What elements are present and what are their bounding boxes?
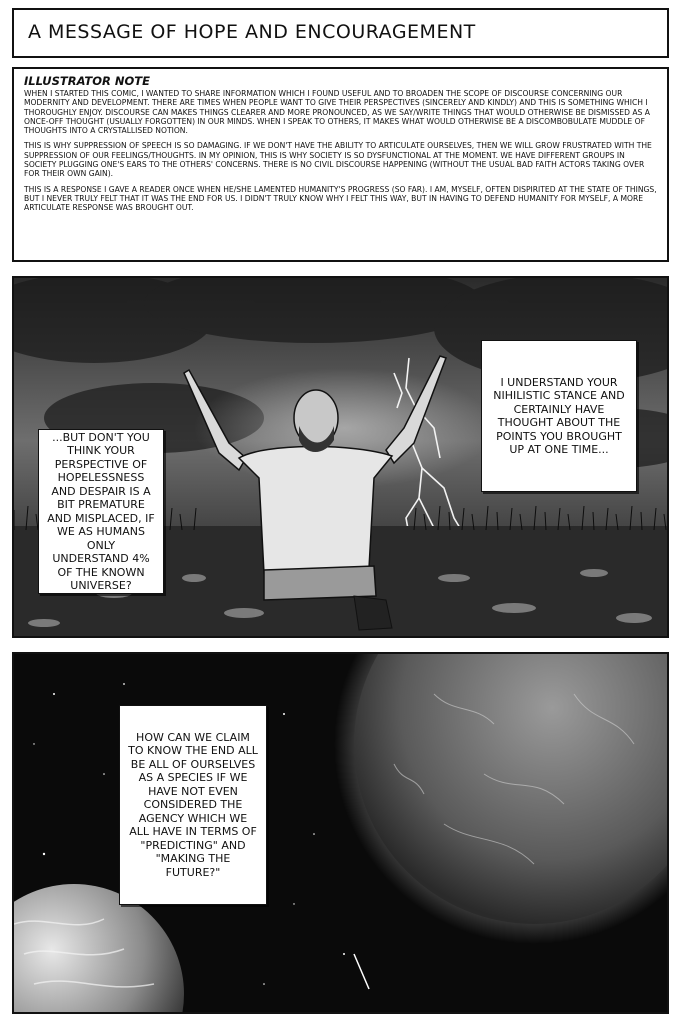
space-illustration <box>14 654 669 1014</box>
caption-right: I UNDERSTAND YOUR NIHILISTIC STANCE AND CERTAINLY HAVE THOUGHT ABOUT THE POINTS YOU BROUGHT UP AT ONE TIME... <box>481 340 637 492</box>
page-title: A MESSAGE OF HOPE AND ENCOURAGEMENT <box>28 21 476 43</box>
note-paragraph: WHEN I STARTED THIS COMIC, I WANTED TO SHARE INFORMATION WHICH I FOUND USEFUL AND TO BROADEN THE SCOPE OF DISCOURSE CONCERNING OUR MODERNITY AND DEVELOPMENT. THERE ARE TIMES WHEN PEOPLE WANT TO GIVE THEIR PERSPECTIVES (SINCERELY AND KINDLY) AND THIS IS SOMETHING WHICH I THOROUGHLY ENJOY. DISCOURSE CAN MAKES THINGS CLEARER AND MORE PRONOUNCED, AS WE SAY/WRITE THINGS THAT WOULD OTHERWISE BE DISMISSED AS A ONCE-OFF THOUGHT (USUALLY FORGOTTEN) IN OUR MINDS. WHEN I SPEAK TO OTHERS, IT MAKES WHAT WOULD OTHERWISE BE A DISCOMBOBULATE MUDDLE OF THOUGHTS INTO A CRYSTALLISED NOTION. <box>24 89 650 136</box>
note-paragraph: THIS IS A RESPONSE I GAVE A READER ONCE WHEN HE/SHE LAMENTED HUMANITY'S PROGRESS (SO FAR). I AM, MYSELF, OFTEN DISPIRITED AT THE STATE OF THINGS, BUT I NEVER TRULY FELT THAT IT WAS THE END FOR US. I DIDN'T TRULY KNOW WHY I FELT THIS WAY, BUT IN HAVING TO DEFEND HUMANITY FOR MYSELF, A MORE ARTICULATE RESPONSE WAS BROUGHT OUT. <box>24 184 657 213</box>
caption-left: ...BUT DON'T YOU THINK YOUR PERSPECTIVE OF HOPELESSNESS AND DESPAIR IS A BIT PREMATURE AND MISPLACED, IF WE AS HUMANS ONLY UNDERSTAND 4% OF THE KNOWN UNIVERSE? <box>38 429 164 594</box>
illustrator-note <box>12 67 669 262</box>
storm-panel <box>12 276 669 638</box>
note-heading: ILLUSTRATOR NOTE <box>24 74 151 88</box>
caption-space: HOW CAN WE CLAIM TO KNOW THE END ALL BE ALL OF OURSELVES AS A SPECIES IF WE HAVE NOT EVEN CONSIDERED THE AGENCY WHICH WE ALL HAVE IN TERMS OF "PREDICTING" AND "MAKING THE FUTURE?" <box>119 705 267 905</box>
note-paragraph: THIS IS WHY SUPPRESSION OF SPEECH IS SO DAMAGING. IF WE DON'T HAVE THE ABILITY TO ARTICULATE OURSELVES, THEN WE WILL GROW FRUSTRATED WITH THE SUPPRESSION OF OUR FEELINGS/THOUGHTS. IN MY OPINION, THIS IS WHY SOCIETY IS SO DYSFUNCTIONAL AT THE MOMENT. WE HAVE DIFFERENT GROUPS IN SOCIETY PLUGGING ONE'S EARS TO THE OTHERS' CONCERNS. THERE IS NO CIVIL DISCOURSE HAPPENING (WITHOUT THE USUAL BAD FAITH ACTORS TAKING OVER FOR THEIR OWN GAIN). <box>24 141 652 179</box>
space-panel <box>12 652 669 1014</box>
title-box <box>12 8 669 58</box>
